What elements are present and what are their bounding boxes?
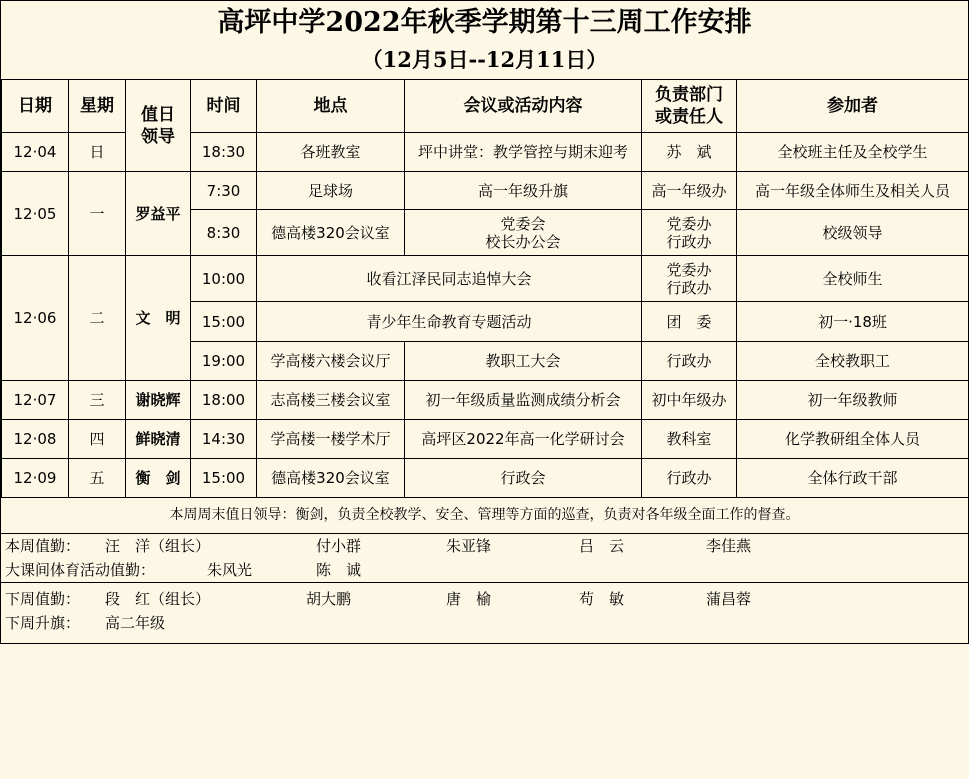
duty-person: 李佳燕	[706, 537, 752, 555]
table-row	[2, 420, 969, 459]
time-cell: 8:30	[191, 210, 257, 256]
next-week-duty	[1, 587, 968, 635]
place-cell: 足球场	[257, 172, 405, 210]
time-cell: 10:00	[191, 256, 257, 302]
content-cell: 收看江泽民同志追悼大会	[257, 256, 642, 302]
dept-cell: 高一年级办	[642, 172, 737, 210]
header-date: 日期	[2, 80, 69, 133]
content-cell: 初一年级质量监测成绩分析会	[405, 381, 642, 420]
flag-grade: 高二年级	[105, 614, 166, 632]
content-cell: 行政会	[405, 459, 642, 498]
participants-cell: 全校教职工	[737, 342, 969, 381]
time-cell: 18:00	[191, 381, 257, 420]
header-row	[2, 80, 969, 133]
leader-cell: 谢晓辉	[126, 381, 191, 420]
table-row	[2, 172, 969, 210]
dept-cell: 行政办	[642, 459, 737, 498]
duty-person: 唐 榆	[446, 590, 492, 608]
participants-cell: 初一年级教师	[737, 381, 969, 420]
participants-cell: 全校班主任及全校学生	[737, 133, 969, 172]
time-cell: 14:30	[191, 420, 257, 459]
this-week-duty	[1, 534, 968, 583]
place-cell: 各班教室	[257, 133, 405, 172]
flag-duty-line	[1, 611, 968, 635]
place-cell: 德高楼320会议室	[257, 210, 405, 256]
header-dept: 负责部门 或责任人	[642, 80, 737, 133]
date-cell: 12·06	[2, 256, 69, 381]
place-cell: 德高楼320会议室	[257, 459, 405, 498]
content-cell: 坪中讲堂：教学管控与期末迎考	[405, 133, 642, 172]
duty-person: 苟 敏	[579, 590, 625, 608]
leader-cell: 鲜晓清	[126, 420, 191, 459]
place-cell: 学高楼一楼学术厅	[257, 420, 405, 459]
weekday-cell: 一	[69, 172, 126, 256]
time-cell: 19:00	[191, 342, 257, 381]
table-row	[2, 459, 969, 498]
dept-cell: 教科室	[642, 420, 737, 459]
weekend-notice: 本周周末值日领导：衡剑，负责全校教学、安全、管理等方面的巡查，负责对各年级全面工作的督查。	[1, 498, 968, 534]
duty-person: 陈 诚	[316, 561, 362, 579]
recess-duty-line	[1, 558, 968, 582]
header-weekday: 星期	[69, 80, 126, 133]
this-week-duty-line	[1, 534, 968, 558]
participants-cell: 全体行政干部	[737, 459, 969, 498]
participants-cell: 全校师生	[737, 256, 969, 302]
content-cell: 高一年级升旗	[405, 172, 642, 210]
dept-cell: 党委办 行政办	[642, 210, 737, 256]
date-cell: 12·04	[2, 133, 69, 172]
participants-cell: 校级领导	[737, 210, 969, 256]
weekday-cell: 四	[69, 420, 126, 459]
duty-label: 下周值勤：	[5, 590, 81, 608]
content-cell: 教职工大会	[405, 342, 642, 381]
duty-person: 付小群	[316, 537, 362, 555]
page-title: 高坪中学2022年秋季学期第十三周工作安排	[217, 7, 752, 38]
participants-cell: 初一·18班	[737, 302, 969, 342]
date-cell: 12·08	[2, 420, 69, 459]
header-content: 会议或活动内容	[405, 80, 642, 133]
duty-person: 段 红（组长）	[105, 590, 211, 608]
weekday-cell: 日	[69, 133, 126, 172]
dept-cell: 初中年级办	[642, 381, 737, 420]
weekday-cell: 五	[69, 459, 126, 498]
content-cell: 高坪区2022年高一化学研讨会	[405, 420, 642, 459]
dept-cell: 党委办 行政办	[642, 256, 737, 302]
content-cell: 青少年生命教育专题活动	[257, 302, 642, 342]
date-cell: 12·07	[2, 381, 69, 420]
participants-cell: 化学教研组全体人员	[737, 420, 969, 459]
time-cell: 15:00	[191, 302, 257, 342]
duty-person: 胡大鹏	[306, 590, 352, 608]
table-row	[2, 256, 969, 302]
duty-person: 蒲昌蓉	[706, 590, 752, 608]
duty-label: 本周值勤：	[5, 537, 81, 555]
next-week-duty-line	[1, 587, 968, 611]
duty-label: 下周升旗：	[5, 614, 81, 632]
weekday-cell: 三	[69, 381, 126, 420]
weekday-cell: 二	[69, 256, 126, 381]
table-row	[2, 381, 969, 420]
leader-cell: 罗益平	[126, 172, 191, 256]
header-place: 地点	[257, 80, 405, 133]
time-cell: 18:30	[191, 133, 257, 172]
duty-person: 汪 洋（组长）	[105, 537, 211, 555]
place-cell: 志高楼三楼会议室	[257, 381, 405, 420]
content-cell: 党委会 校长办公会	[405, 210, 642, 256]
duty-label: 大课间体育活动值勤：	[5, 561, 156, 579]
duty-person: 朱风光	[207, 561, 253, 579]
header-leader: 值日 领导	[126, 80, 191, 172]
place-cell: 学高楼六楼会议厅	[257, 342, 405, 381]
page-subtitle: （12月5日--12月11日）	[361, 47, 608, 72]
date-cell: 12·09	[2, 459, 69, 498]
dept-cell: 行政办	[642, 342, 737, 381]
date-cell: 12·05	[2, 172, 69, 256]
time-cell: 7:30	[191, 172, 257, 210]
participants-cell: 高一年级全体师生及相关人员	[737, 172, 969, 210]
dept-cell: 苏 斌	[642, 133, 737, 172]
duty-person: 朱亚锋	[446, 537, 492, 555]
header-participants: 参加者	[737, 80, 969, 133]
header-time: 时间	[191, 80, 257, 133]
schedule-table	[1, 79, 969, 498]
duty-person: 吕 云	[579, 537, 625, 555]
dept-cell: 团 委	[642, 302, 737, 342]
leader-cell: 文 明	[126, 256, 191, 381]
leader-cell: 衡 剑	[126, 459, 191, 498]
time-cell: 15:00	[191, 459, 257, 498]
